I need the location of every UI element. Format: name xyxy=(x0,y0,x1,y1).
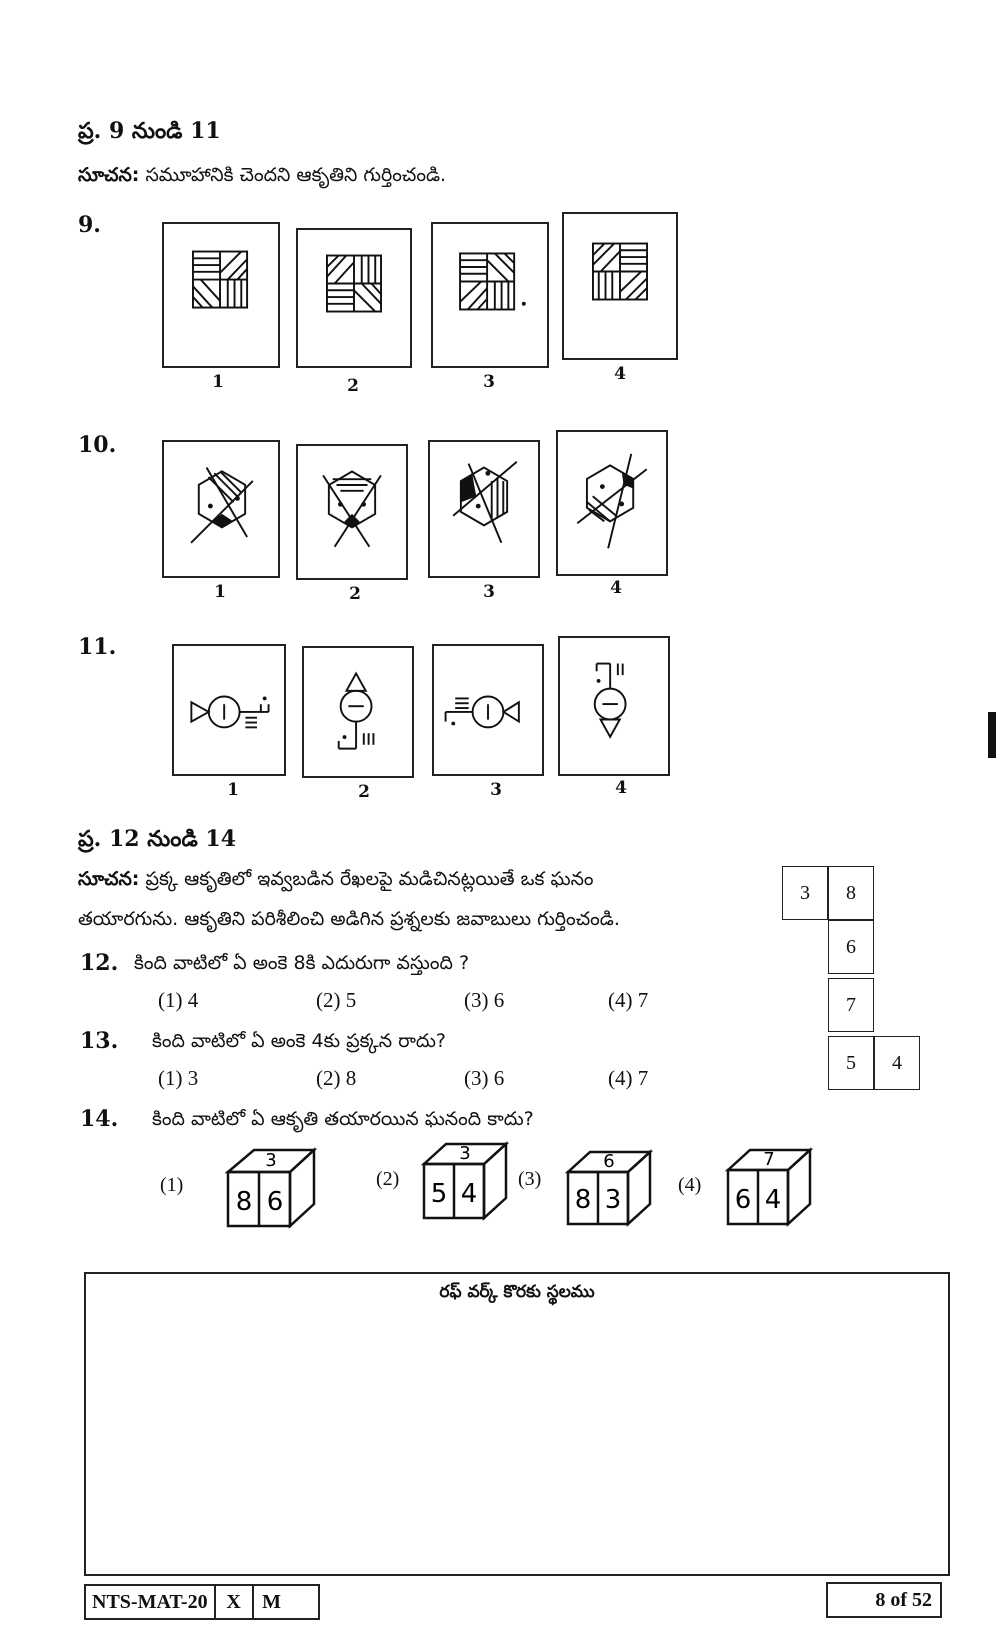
footer-medium: M xyxy=(252,1586,290,1618)
question-number-9: 9. xyxy=(78,212,101,238)
q11-figure-2 xyxy=(302,646,414,778)
q14-cube-1 xyxy=(224,1146,320,1230)
q9-label-2: 2 xyxy=(347,376,359,396)
q11-figure-1 xyxy=(172,644,286,776)
section-heading-12-14: ప్ర. 12 నుండి 14 xyxy=(78,826,236,852)
cube-left: 6 xyxy=(734,1185,752,1215)
q10-figure-3 xyxy=(428,440,540,578)
instruction-12-14-line2: తయారగును. ఆకృతిని పరిశీలించి అడిగిన ప్రశ్నలకు జవాబులు గుర్తించండి. xyxy=(78,908,620,930)
net-cell: 3 xyxy=(782,866,828,920)
q11-label-1: 1 xyxy=(227,780,239,800)
net-cell: 6 xyxy=(828,920,874,974)
net-cell: 5 xyxy=(828,1036,874,1090)
cube-top: 7 xyxy=(763,1149,775,1170)
cube-left: 8 xyxy=(235,1187,253,1217)
q14-cube-4 xyxy=(724,1146,816,1230)
q12-option-1: (1) 4 xyxy=(158,988,199,1012)
cube-left: 5 xyxy=(430,1179,448,1209)
q14-option-label-4: (4) xyxy=(678,1174,702,1196)
q11-label-4: 4 xyxy=(615,778,627,798)
q10-label-2: 2 xyxy=(349,584,361,604)
footer-class: X xyxy=(214,1586,252,1618)
instruction-text: సమూహానికి చెందని ఆకృతిని గుర్తించండి. xyxy=(145,164,447,186)
cube-right: 6 xyxy=(266,1187,284,1217)
rough-work-area xyxy=(84,1272,950,1576)
footer-code-box xyxy=(84,1584,320,1620)
question-number-12: 12. xyxy=(80,950,119,976)
q14-option-label-1: (1) xyxy=(160,1174,184,1196)
footer-page-box xyxy=(826,1582,942,1618)
question-text-14: కింది వాటిలో ఏ ఆకృతి తయారయిన ఘనంది కాదు? xyxy=(152,1108,534,1130)
cube-top: 6 xyxy=(603,1151,615,1172)
q13-option-2: (2) 8 xyxy=(316,1066,357,1090)
question-text-13: కింది వాటిలో ఏ అంకె 4కు ప్రక్కన రాదు? xyxy=(152,1030,446,1052)
q10-figure-2 xyxy=(296,444,408,580)
question-number-11: 11. xyxy=(78,634,117,660)
q12-option-4: (4) 7 xyxy=(608,988,649,1012)
edge-mark xyxy=(988,712,996,758)
q12-option-3: (3) 6 xyxy=(464,988,505,1012)
footer-code: NTS-MAT-20 xyxy=(92,1590,208,1613)
q10-label-3: 3 xyxy=(483,582,495,602)
q12-option-2: (2) 5 xyxy=(316,988,357,1012)
cube-top: 3 xyxy=(265,1150,277,1171)
q9-label-4: 4 xyxy=(614,364,626,384)
instruction-label: సూచన: xyxy=(78,868,140,890)
q13-option-3: (3) 6 xyxy=(464,1066,505,1090)
q10-figure-1 xyxy=(162,440,280,578)
cube-right: 3 xyxy=(604,1185,622,1215)
rough-work-title: రఫ్ వర్క్ కొరకు స్థలము xyxy=(439,1282,595,1302)
page-number: 8 of 52 xyxy=(875,1588,932,1611)
q10-figure-4 xyxy=(556,430,668,576)
cube-top: 3 xyxy=(459,1143,471,1164)
q11-label-3: 3 xyxy=(490,780,502,800)
q14-cube-2 xyxy=(420,1140,512,1224)
question-text-12: కింది వాటిలో ఏ అంకె 8కి ఎదురుగా వస్తుంది ? xyxy=(134,952,470,974)
net-cell: 7 xyxy=(828,978,874,1032)
q9-figure-2 xyxy=(296,228,412,368)
cube-right: 4 xyxy=(764,1185,782,1215)
cube-left: 8 xyxy=(574,1185,592,1215)
q11-figure-4 xyxy=(558,636,670,776)
q9-figure-1 xyxy=(162,222,280,368)
q13-option-1: (1) 3 xyxy=(158,1066,199,1090)
question-number-13: 13. xyxy=(80,1028,119,1054)
instruction-12-14-line1 xyxy=(78,868,594,895)
q9-figure-3 xyxy=(431,222,549,368)
q9-label-1: 1 xyxy=(212,372,224,392)
section-heading-9-11: ప్ర. 9 నుండి 11 xyxy=(78,118,221,144)
instruction-text-line1: ప్రక్క ఆకృతిలో ఇవ్వబడిన రేఖలపై మడిచినట్లయితే ఒక ఘనం xyxy=(145,868,594,890)
question-number-10: 10. xyxy=(78,432,117,458)
cube-net xyxy=(782,866,942,1098)
q14-option-label-3: (3) xyxy=(518,1168,542,1190)
q11-label-2: 2 xyxy=(358,782,370,802)
q11-figure-3 xyxy=(432,644,544,776)
net-cell: 8 xyxy=(828,866,874,920)
q14-option-label-2: (2) xyxy=(376,1168,400,1190)
q10-label-1: 1 xyxy=(214,582,226,602)
q14-cube-3 xyxy=(564,1148,656,1230)
instruction-9-11 xyxy=(78,164,446,191)
net-cell: 4 xyxy=(874,1036,920,1090)
instruction-label: సూచన: xyxy=(78,164,140,186)
q10-label-4: 4 xyxy=(610,578,622,598)
q9-figure-4 xyxy=(562,212,678,360)
question-number-14: 14. xyxy=(80,1106,119,1132)
q9-label-3: 3 xyxy=(483,372,495,392)
cube-right: 4 xyxy=(460,1179,478,1209)
q13-option-4: (4) 7 xyxy=(608,1066,649,1090)
